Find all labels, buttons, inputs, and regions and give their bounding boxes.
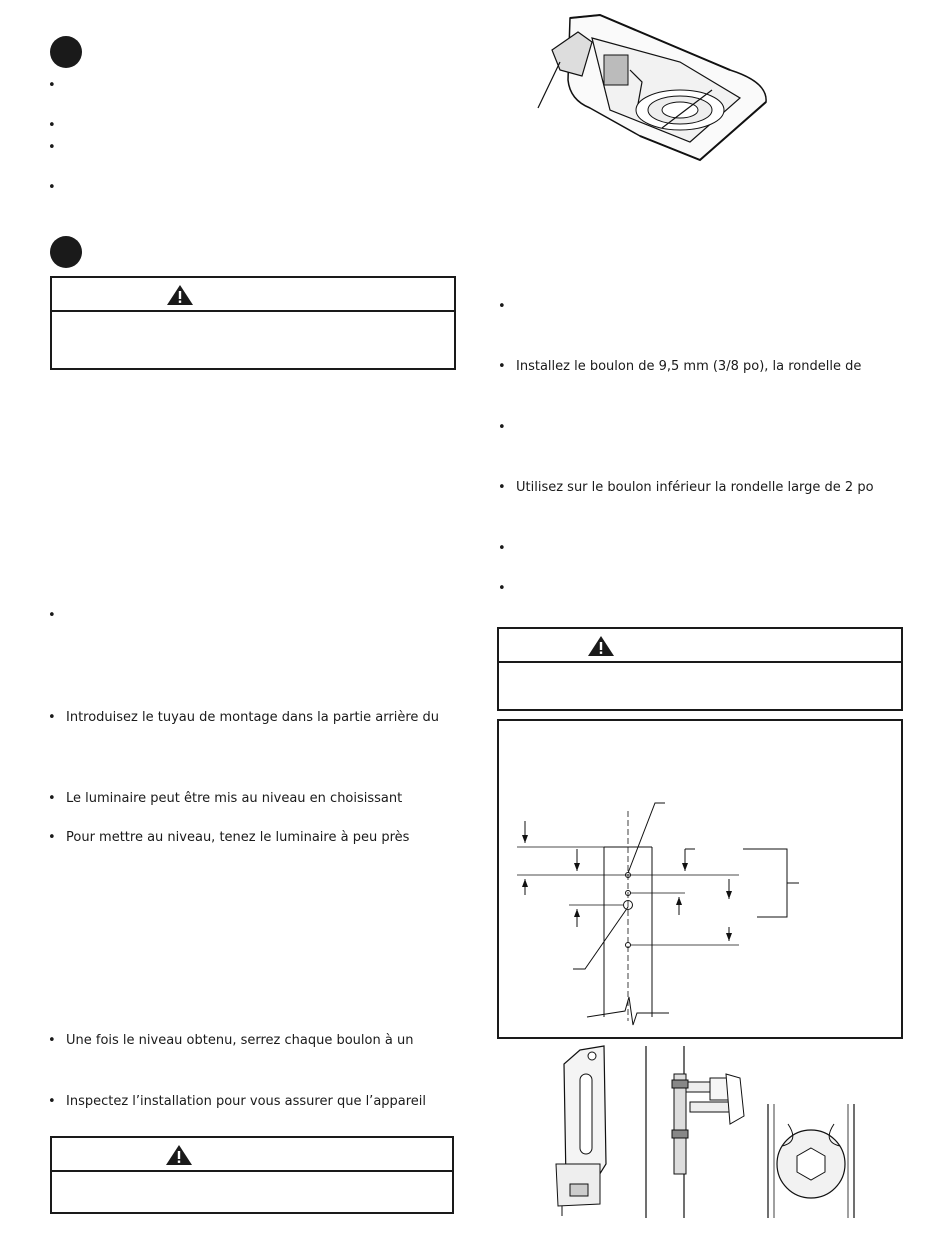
warning-header [52,278,454,312]
list-item: • Utilisez sur le boulon inférieur la rondelle large de 2 po [498,480,874,495]
list-item: • Introduisez le tuyau de montage dans la partie arrière du [48,710,440,725]
list-item: • [48,140,56,155]
luminaire-illustration [530,10,780,170]
warning-box [497,627,903,711]
step-number-circle-1 [50,36,82,68]
list-item: • [498,541,506,556]
mounting-bracket-illustration [540,1044,870,1222]
warning-box [50,276,456,370]
warning-triangle-icon [587,635,615,657]
list-item: • Le luminaire peut être mis au niveau en choisissant [48,791,403,806]
list-item: • [498,299,506,314]
list-item: • [48,78,56,93]
list-item: • [48,118,56,133]
list-item: • [498,420,506,435]
list-item: • [498,581,506,596]
step-number-circle-2 [50,236,82,268]
list-item: • [48,180,56,195]
list-item: • Inspectez l’installation pour vous assurer que l’appareil [48,1094,427,1109]
warning-triangle-icon [166,284,194,306]
list-item: • [48,608,56,623]
warning-triangle-icon [165,1144,193,1166]
list-item: • Installez le boulon de 9,5 mm (3/8 po), la rondelle de [498,359,862,374]
list-item: • Une fois le niveau obtenu, serrez chaque boulon à un [48,1033,414,1048]
drilling-diagram [499,721,901,1037]
list-item: • Pour mettre au niveau, tenez le luminaire à peu près [48,830,410,845]
warning-header [499,629,901,663]
drilling-diagram-box [497,719,903,1039]
warning-header [52,1138,452,1172]
warning-box [50,1136,454,1214]
